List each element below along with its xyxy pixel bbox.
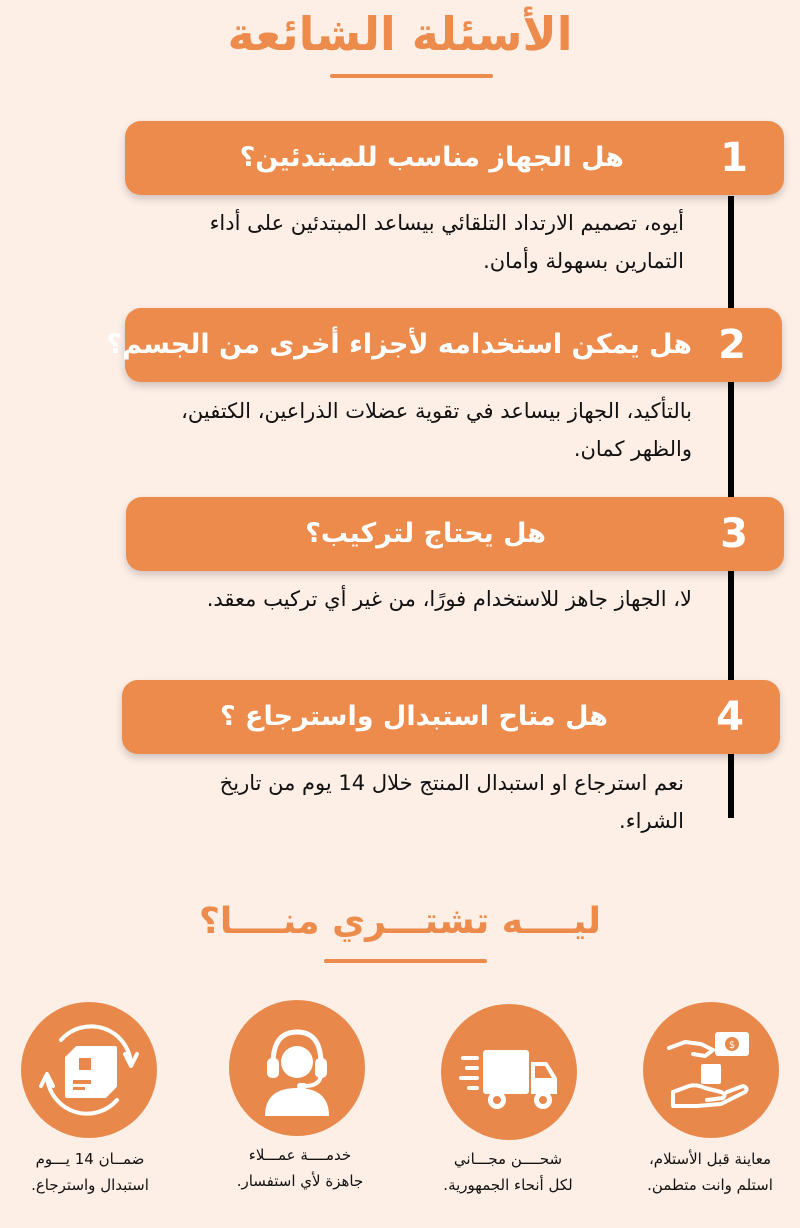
svg-text:$: $ <box>728 1040 736 1051</box>
faq-answer-line: بالتأكيد، الجهاز بيساعد في تقوية عضلات الذراعين، الكتفين، <box>181 399 692 423</box>
faq-answer-line: أيوه، تصميم الارتداد التلقائي بيساعد المبتدئين على أداء <box>209 211 684 235</box>
delivery-truck-icon <box>459 1022 559 1122</box>
faq-answer-line: نعم استرجاع او استبدال المنتج خلال 14 يوم من تاريخ <box>219 771 684 795</box>
feature-caption-line: استلم وانت متطمن. <box>647 1176 773 1194</box>
feature-caption-line: خدمــــة عمـــلاء <box>248 1146 352 1164</box>
faq-number: 1 <box>720 135 748 181</box>
faq-title-underline <box>330 74 493 78</box>
feature-caption-line: لكل أنحاء الجمهورية. <box>443 1176 573 1194</box>
feature-inspection-caption <box>620 1146 800 1198</box>
faq-question-text: هل الجهاز مناسب للمبتدئين؟ <box>239 142 624 173</box>
faq-question-3[interactable] <box>126 497 784 571</box>
hand-money-icon <box>661 1020 761 1120</box>
feature-customer-service <box>229 1000 365 1136</box>
feature-free-shipping <box>441 1004 577 1140</box>
faq-title: الأسئلة الشائعة <box>227 7 573 61</box>
feature-caption-line: معاينة قبل الأستلام، <box>648 1150 772 1168</box>
faq-question-4[interactable] <box>122 680 780 754</box>
feature-free-shipping-caption <box>418 1146 598 1198</box>
faq-answer-1 <box>84 204 684 280</box>
faq-answer-4 <box>84 764 684 840</box>
feature-customer-service-caption <box>210 1142 390 1194</box>
faq-answer-2 <box>32 392 692 468</box>
feature-caption-line: استبدال واسترجاع. <box>31 1176 149 1194</box>
feature-caption-line: شحــــن مجـــاني <box>453 1150 563 1168</box>
feature-guarantee-caption <box>0 1146 180 1198</box>
headset-agent-icon <box>247 1018 347 1118</box>
faq-answer-line: التمارين بسهولة وأمان. <box>483 249 684 273</box>
faq-answer-line: الشراء. <box>619 809 684 833</box>
feature-inspection <box>643 1002 779 1138</box>
why-buy-title-underline <box>324 959 487 963</box>
why-buy-title: ليــــه تشتـــري منــــا؟ <box>198 901 602 942</box>
box-return-icon <box>39 1020 139 1120</box>
feature-guarantee <box>21 1002 157 1138</box>
faq-number: 3 <box>720 511 748 557</box>
faq-question-text: هل يحتاج لتركيب؟ <box>305 518 546 549</box>
faq-question-2[interactable] <box>106 308 782 382</box>
faq-number: 2 <box>718 322 746 368</box>
faq-question-1[interactable] <box>125 121 784 195</box>
feature-caption-line: جاهزة لأي استفسار. <box>236 1172 364 1190</box>
feature-caption-line: ضمــان 14 يـــوم <box>35 1150 145 1168</box>
faq-question-text: هل متاح استبدال واسترجاع ؟ <box>220 701 608 732</box>
faq-answer-3 <box>52 580 692 618</box>
faq-answer-line: والظهر كمان. <box>573 437 692 461</box>
faq-number: 4 <box>716 694 744 740</box>
faq-question-text: هل يمكن استخدامه لأجزاء أخرى من الجسم؟ <box>106 329 692 360</box>
faq-answer-line: لا، الجهاز جاهز للاستخدام فورًا، من غير أي تركيب معقد. <box>206 587 692 611</box>
